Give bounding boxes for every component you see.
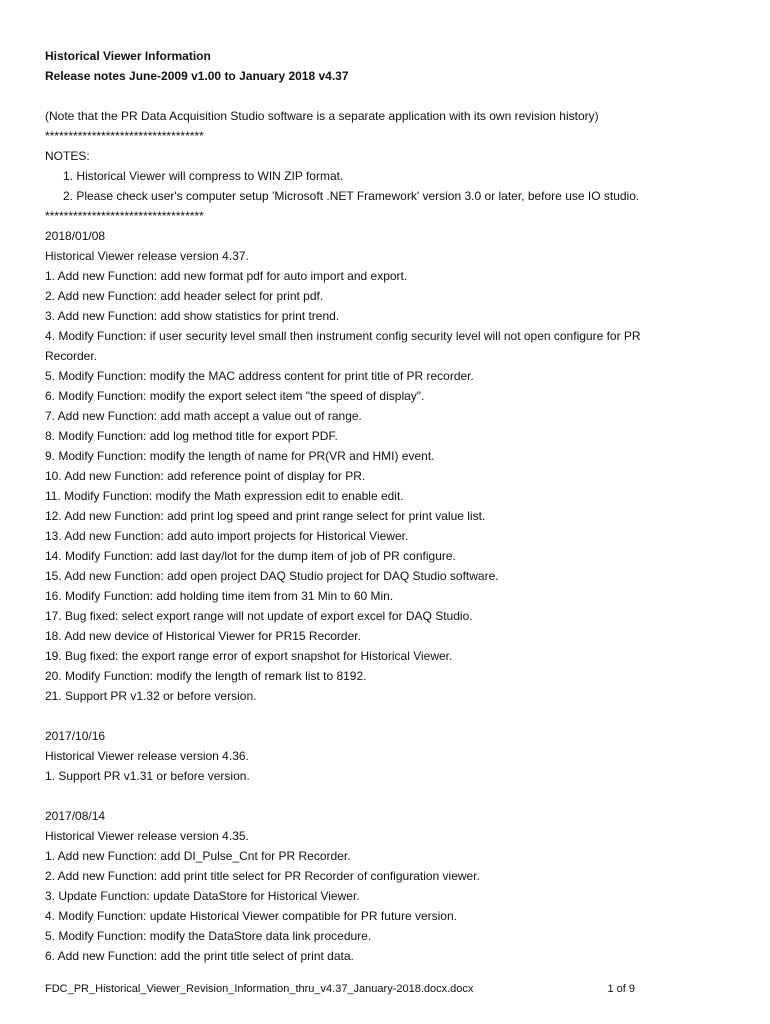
- document-page: [45, 46, 735, 966]
- document-title: Historical Viewer Information: [45, 49, 211, 63]
- footer-filename: FDC_PR_Historical_Viewer_Revision_Information_thru_v4.37_January-2018.docx.docx: [45, 983, 474, 995]
- release-item: 21. Support PR v1.32 or before version.: [45, 689, 257, 703]
- release-date: 2017/08/14: [45, 809, 106, 823]
- release-item: 1. Add new Function: add new format pdf for auto import and export.: [45, 269, 408, 283]
- release-item: 15. Add new Function: add open project DAQ Studio project for DAQ Studio software.: [45, 569, 499, 583]
- separator-line: **********************************: [45, 129, 204, 143]
- release-item: 13. Add new Function: add auto import projects for Historical Viewer.: [45, 529, 409, 543]
- footer-page-number: 1 of 9: [607, 983, 635, 995]
- spacer: [45, 706, 735, 726]
- release-item: 4. Modify Function: update Historical Viewer compatible for PR future version.: [45, 909, 457, 923]
- release-item: 10. Add new Function: add reference point of display for PR.: [45, 469, 366, 483]
- release-item: 5. Modify Function: modify the DataStore data link procedure.: [45, 929, 372, 943]
- release-item: 2. Add new Function: add print title select for PR Recorder of configuration viewer.: [45, 869, 480, 883]
- document-subtitle: Release notes June-2009 v1.00 to January 2018 v4.37: [45, 69, 349, 83]
- release-section: [45, 226, 735, 706]
- release-version: Historical Viewer release version 4.35.: [45, 829, 249, 843]
- release-item: 9. Modify Function: modify the length of name for PR(VR and HMI) event.: [45, 449, 435, 463]
- separator-line: **********************************: [45, 209, 204, 223]
- spacer: [45, 786, 735, 806]
- release-version: Historical Viewer release version 4.37.: [45, 249, 249, 263]
- release-section: [45, 806, 735, 966]
- release-item: 2. Add new Function: add header select for print pdf.: [45, 289, 324, 303]
- release-item: 16. Modify Function: add holding time item from 31 Min to 60 Min.: [45, 589, 394, 603]
- release-version: Historical Viewer release version 4.36.: [45, 749, 249, 763]
- release-item: 17. Bug fixed: select export range will not update of export excel for DAQ Studio.: [45, 609, 473, 623]
- release-item: 6. Add new Function: add the print title select of print data.: [45, 949, 354, 963]
- release-item: 14. Modify Function: add last day/lot for the dump item of job of PR configure.: [45, 549, 456, 563]
- page-footer: [45, 982, 635, 996]
- release-date: 2017/10/16: [45, 729, 106, 743]
- release-section: [45, 726, 735, 786]
- release-item: 18. Add new device of Historical Viewer for PR15 Recorder.: [45, 629, 361, 643]
- release-item: 20. Modify Function: modify the length of remark list to 8192.: [45, 669, 367, 683]
- spacer: [45, 86, 735, 106]
- release-item: 6. Modify Function: modify the export select item "the speed of display".: [45, 389, 425, 403]
- release-item: 8. Modify Function: add log method title for export PDF.: [45, 429, 338, 443]
- release-item: 1. Add new Function: add DI_Pulse_Cnt for PR Recorder.: [45, 849, 351, 863]
- notes-label: NOTES:: [45, 149, 90, 163]
- note-item: 2. Please check user's computer setup 'Microsoft .NET Framework' version 3.0 or later, before use IO studio.: [63, 189, 640, 203]
- release-item: 19. Bug fixed: the export range error of export snapshot for Historical Viewer.: [45, 649, 453, 663]
- release-item: 5. Modify Function: modify the MAC address content for print title of PR recorder.: [45, 369, 474, 383]
- intro-note: (Note that the PR Data Acquisition Studio software is a separate application with its own revision history): [45, 109, 599, 123]
- release-item: 7. Add new Function: add math accept a value out of range.: [45, 409, 362, 423]
- release-item: 3. Update Function: update DataStore for Historical Viewer.: [45, 889, 360, 903]
- release-item: 11. Modify Function: modify the Math expression edit to enable edit.: [45, 489, 404, 503]
- release-item: 12. Add new Function: add print log speed and print range select for print value list.: [45, 509, 486, 523]
- release-item: 1. Support PR v1.31 or before version.: [45, 769, 250, 783]
- release-item: 4. Modify Function: if user security level small then instrument config security level will not open configure for PR Recorder.: [45, 329, 641, 363]
- note-item: 1. Historical Viewer will compress to WIN ZIP format.: [63, 169, 344, 183]
- release-item: 3. Add new Function: add show statistics for print trend.: [45, 309, 340, 323]
- release-date: 2018/01/08: [45, 229, 106, 243]
